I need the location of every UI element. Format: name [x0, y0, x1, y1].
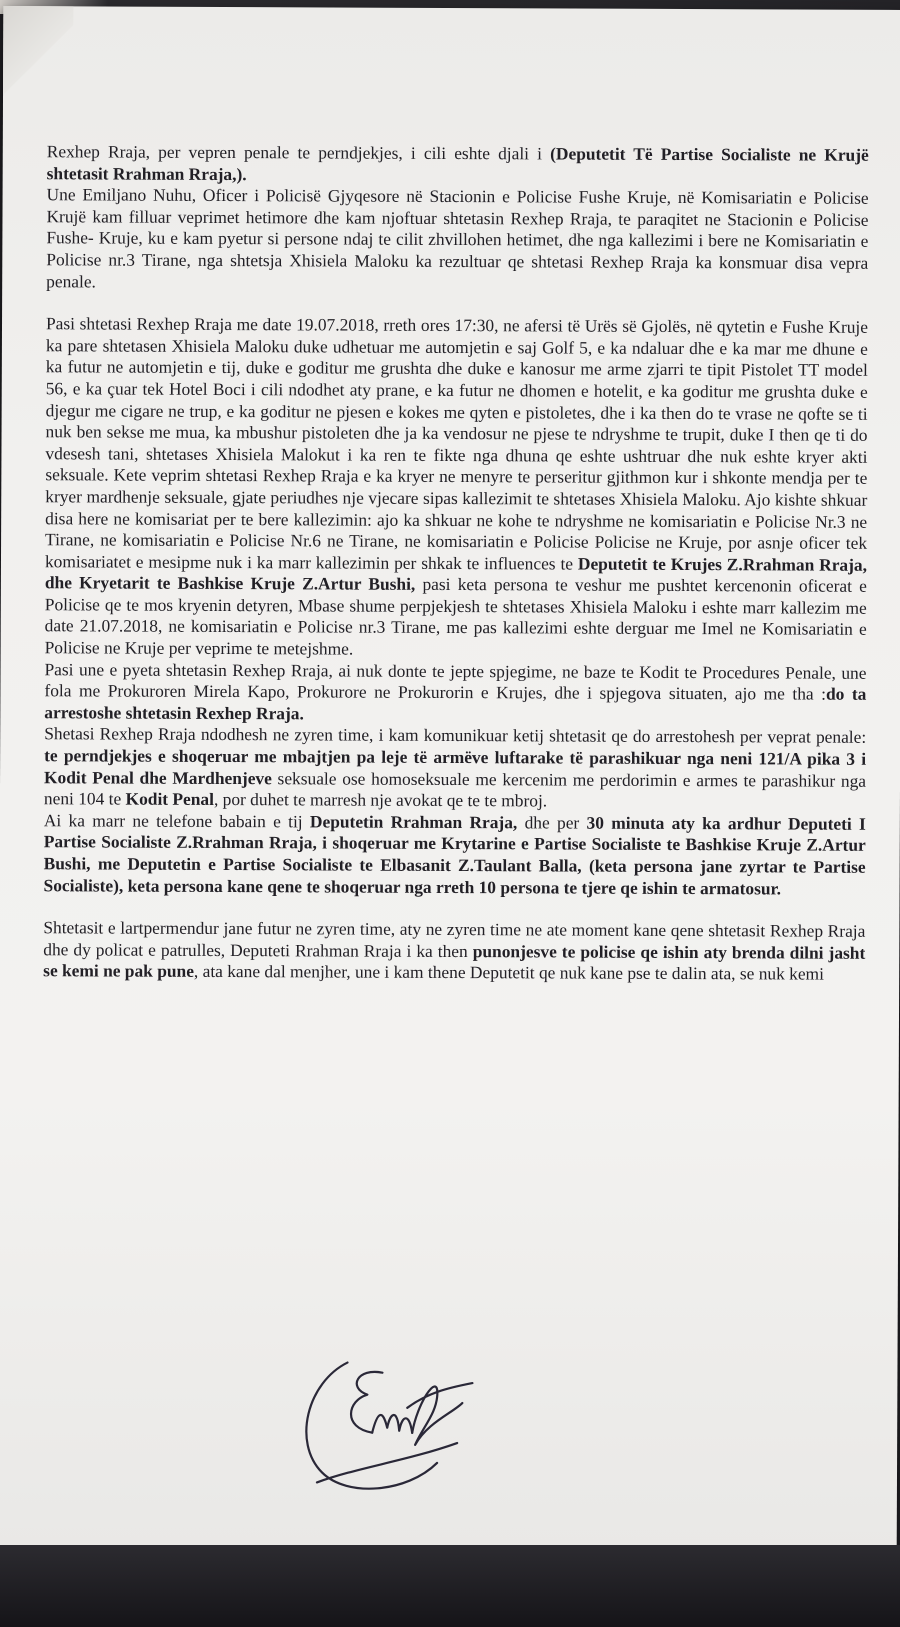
handwritten-signature: [287, 1332, 488, 1503]
text-run: , ata kane dal menjher, une i kam thene Deputetit qe nuk kane pse te dalin ata, se nuk kemi: [193, 961, 824, 985]
text-run: Shetasi Rexhep Rraja ndodhesh ne zyren time, i kam komunikuar ketij shtetasit qe do arrestohesh per veprat penale:: [44, 723, 867, 748]
paragraph: [43, 917, 865, 985]
text-run: , por duhet te marresh nje avokat qe te te mbroj.: [213, 789, 548, 811]
text-run: Pasi shtetasi Rexhep Rraja me date 19.07.2018, rreth ores 17:30, ne afersi të Urës së Gjolës, në qytetin e Fushe Kruje ka pare shtetasen Xhisiela Maloku duke udhetuar me automjetin e saj Golf 5, e ka ndaluar dhe e ka mar me dhune e ka futur ne automjetin e tij, duke e goditur me grushta dhe duke e kanosur me arme zjarri te tipit Pistolet TT model 56, e ka çuar tek Hotel Boci i cili ndodhet aty prane, e ka futur ne dhomen e hotelit, e ka goditur me grushta duke e djegur me cigare ne trup, e ka goditur ne pjesen e kokes me qyten e pistoletes, dhe i ka then do te vrase ne qofte se ti nuk ben sekse me mua, ka mbushur pistoleten dhe ja ka vendosur ne pjese te ndryshme te trupit, duke I then qe ti do vdesesh tani, shtetases Xhisiela Malokut i ka ren te fikte nga dhuna qe eshte ushtruar dhe nuk eshte kryer akti seksuale. Kete veprim shtetasi Rexhep Rraja e ka kryer ne menyre te perseritur gjithmon kur i shkonte mendja per te kryer mardhenje seksuale, gjate periudhes nje vjecare sipas kallezimit te shtetases Xhisiela Maloku. Ajo kishte shkuar disa here ne komisariat per te bere kallezimin: ajo ka shkuar ne kohe te ndryshme ne komisariatin e Policise Nr.3 ne Tirane, ne komisariatin e Policise Nr.6 ne Tirane, ne komisariatin e Policise Policise ne Kruje, por asnje oficer tek komisariatet e mesipme nuk i ka marr kallezimin per shkak te influences te: [44, 313, 869, 574]
paragraph: [47, 141, 869, 188]
paragraph: [44, 810, 866, 900]
bold-text-run: te perndjekjes e shoqeruar me mbajtjen pa leje të armëve luftarake të parashikuar nga neni 121/A pika 3 i Kodit Penal dhe Mardhenjeve: [44, 745, 867, 788]
bold-text-run: punonjesve te policise qe ishin aty brenda dilni jasht se kemi ne pak pune: [43, 940, 866, 982]
bold-text-run: Deputetin Rrahman Rraja,: [309, 811, 518, 833]
document-body: [43, 141, 869, 986]
text-run: seksuale ose homoseksuale me kercenim me perdorimin e armes te parashikur nga neni 104 te: [43, 767, 867, 809]
bold-text-run: do ta arrestoshe shtetasin Rexhep Rraja.: [44, 683, 867, 724]
paragraph: [44, 724, 866, 814]
text-run: pasi keta persona te veshur me pushtet kercenonin oficerat e Policise qe te mos kryenin detyren, Mbase shume perpjekjesh te shtetases Xhisiela Maloku i eshte marr kallezim me date 21.07.2018, ne komisariatin e Policise nr.3 Tirane, me pas kallezimi eshte derguar me Imel ne Komisariatin e Policise ne Kruje per veprime te metejshme.: [44, 574, 867, 659]
text-run: Rexhep Rraja, per vepren penale te perndjekjes, i cili eshte djali i: [46, 141, 551, 164]
document-page: [0, 6, 900, 1565]
text-run: Pasi une e pyeta shtetasin Rexhep Rraja, ai nuk donte te jepte spjegime, ne baze te Kodit te Procedures Penale, une fola me Prokuroren Mirela Kapo, Prokurore ne Prokurorin e Krujes, dhe i spjegova situaten, ajo me tha :: [44, 658, 867, 704]
bold-text-run: 30 minuta aty ka ardhur Deputeti I Partise Socialiste Z.Rrahman Rraja, i shoqeruar me Krytarine e Partise Socialiste te Bashkise Kruje Z.Artur Bushi, me Deputetin e Partise Socialiste te Elbasanit Z.Taulant Balla, (keta persona jane zyrtar te Partise Socialiste), keta persona kane qene te shoqeruar nga rreth 10 persona te tjere qe ishin te armatosur.: [43, 812, 866, 899]
text-run: Une Emiljano Nuhu, Oficer i Policisë Gjyqesore në Stacionin e Policise Fushe Kruje, në Komisariatin e Policise Krujë kam filluar veprimet hetimore dhe kam njoftuar shtetasin Rexhep Rraja, te paraqitet ne Stacionin e Policise Fushe- Kruje, ku e kam pyetur si persone ndaj te cilit zhvillohen hetimet, dhe nga kallezimi i bere ne Komisariatin e Policise nr.3 Tirane, nga shtetsja Xhisiela Maloku ka rezultuar qe shtetasi Rexhep Rraja ka konsmuar disa vepra penale.: [46, 184, 869, 292]
bold-text-run: (Deputetit Të Partise Socialiste ne Krujë shtetasit Rrahman Rraja,).: [46, 143, 869, 184]
text-run: Shtetasit e lartpermendur jane futur ne zyren time, aty ne zyren time ne ate moment kane qene shtetasit Rexhep Rraja dhe dy policat e patrulles, Deputeti Rrahman Rraja i ka then: [43, 917, 866, 961]
folded-corner: [3, 6, 73, 96]
photo-background-bottom: [0, 1545, 900, 1627]
bold-text-run: Kodit Penal: [125, 788, 215, 810]
paragraph: [45, 313, 868, 662]
bold-text-run: Deputetit te Krujes Z.Rrahman Rraja, dhe Kryetarit te Bashkise Kruje Z.Artur Bushi,: [44, 553, 868, 595]
paragraph: [46, 184, 868, 296]
text-run: dhe per: [517, 812, 587, 833]
paragraph: [44, 659, 866, 727]
text-run: Ai ka marr ne telefone babain e tij: [43, 810, 310, 832]
